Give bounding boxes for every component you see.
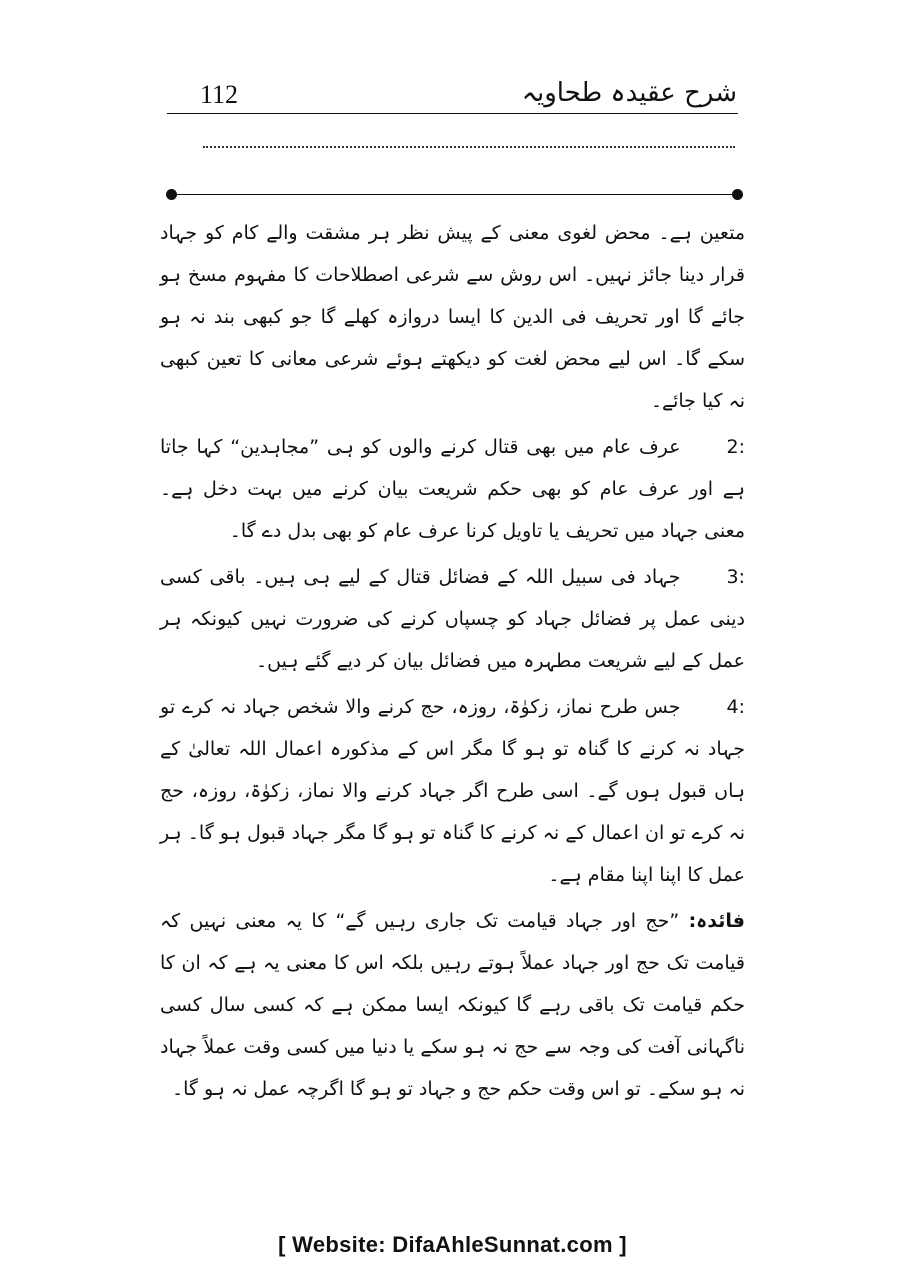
page-body bbox=[160, 212, 745, 1114]
paragraph-point-2 bbox=[160, 426, 745, 552]
paragraph-point-3 bbox=[160, 556, 745, 682]
paragraph-text: جہاد فی سبیل اللہ کے فضائل قتال کے لیے ہی ہیں۔ باقی کسی دینی عمل پر فضائل جہاد کو چسپاں کرنے کی ضرورت نہیں کیونکہ ہر عمل کے لیے شریعت مطہرہ میں فضائل بیان کر دیے گئے ہیں۔ bbox=[160, 566, 745, 672]
paragraph-continuation bbox=[160, 212, 745, 422]
paragraph-text: جس طرح نماز، زکوٰۃ، روزہ، حج کرنے والا شخص جہاد نہ کرے تو جہاد نہ کرنے کا گناہ تو ہو گا مگر اس کے مذکورہ اعمال اللہ تعالیٰ کے ہاں قبول ہوں گے۔ اسی طرح اگر جہاد کرنے والا نماز، زکوٰۃ، روزہ، حج نہ کرے تو ان اعمال کے نہ کرنے کا گناہ تو ہو گا مگر جہاد قبول ہو گا۔ ہر عمل کا اپنا اپنا مقام ہے۔ bbox=[160, 696, 745, 886]
paragraph-benefit bbox=[160, 900, 745, 1110]
paragraph-text: ”حج اور جہاد قیامت تک جاری رہیں گے“ کا یہ معنی نہیں کہ قیامت تک حج اور جہاد عملاً ہوتے رہیں بلکہ اس کا معنی یہ ہے کہ ان کا حکم قیامت تک باقی رہے گا کیونکہ ایسا ممکن ہے کہ کسی سال کسی ناگہانی آفت کی وجہ سے حج نہ ہو سکے یا دنیا میں کسی وقت عملاً جہاد نہ ہو سکے۔ تو اس وقت حکم حج و جہاد تو ہو گا اگرچہ عمل نہ ہو گا۔ bbox=[160, 910, 745, 1100]
point-number: 2: bbox=[726, 436, 745, 458]
point-number: 3: bbox=[726, 566, 745, 588]
benefit-label: فائدہ: bbox=[688, 910, 745, 932]
page-number: 112 bbox=[200, 80, 239, 109]
book-title: شرح عقیدہ طحاویہ bbox=[521, 78, 737, 108]
dotted-separator bbox=[203, 146, 735, 148]
paragraph-point-4 bbox=[160, 686, 745, 896]
header-rule bbox=[167, 113, 738, 114]
paragraph-text: عرف عام میں بھی قتال کرنے والوں کو ہی ”مجاہدین“ کہا جاتا ہے اور عرف عام کو بھی حکم شریعت بیان کرنے میں بہت دخل ہے۔ معنی جہاد میں تحریف یا تاویل کرنا عرف عام کو بھی بدل دے گا۔ bbox=[160, 436, 745, 542]
section-divider bbox=[171, 194, 738, 195]
divider-dot-left bbox=[166, 189, 177, 200]
point-number: 4: bbox=[726, 696, 745, 718]
divider-dot-right bbox=[732, 189, 743, 200]
website-footer: [ Website: DifaAhleSunnat.com ] bbox=[278, 1232, 627, 1257]
paragraph-text: متعین ہے۔ محض لغوی معنی کے پیش نظر ہر مشقت والے کام کو جہاد قرار دینا جائز نہیں۔ اس روش سے شرعی اصطلاحات کا مفہوم مسخ ہو جائے گا اور تحریف فی الدین کا ایسا دروازہ کھلے گا جو کبھی بند نہ ہو سکے گا۔ اس لیے محض لغت کو دیکھتے ہوئے شرعی معانی کا تعین کبھی نہ کیا جائے۔ bbox=[160, 222, 745, 412]
